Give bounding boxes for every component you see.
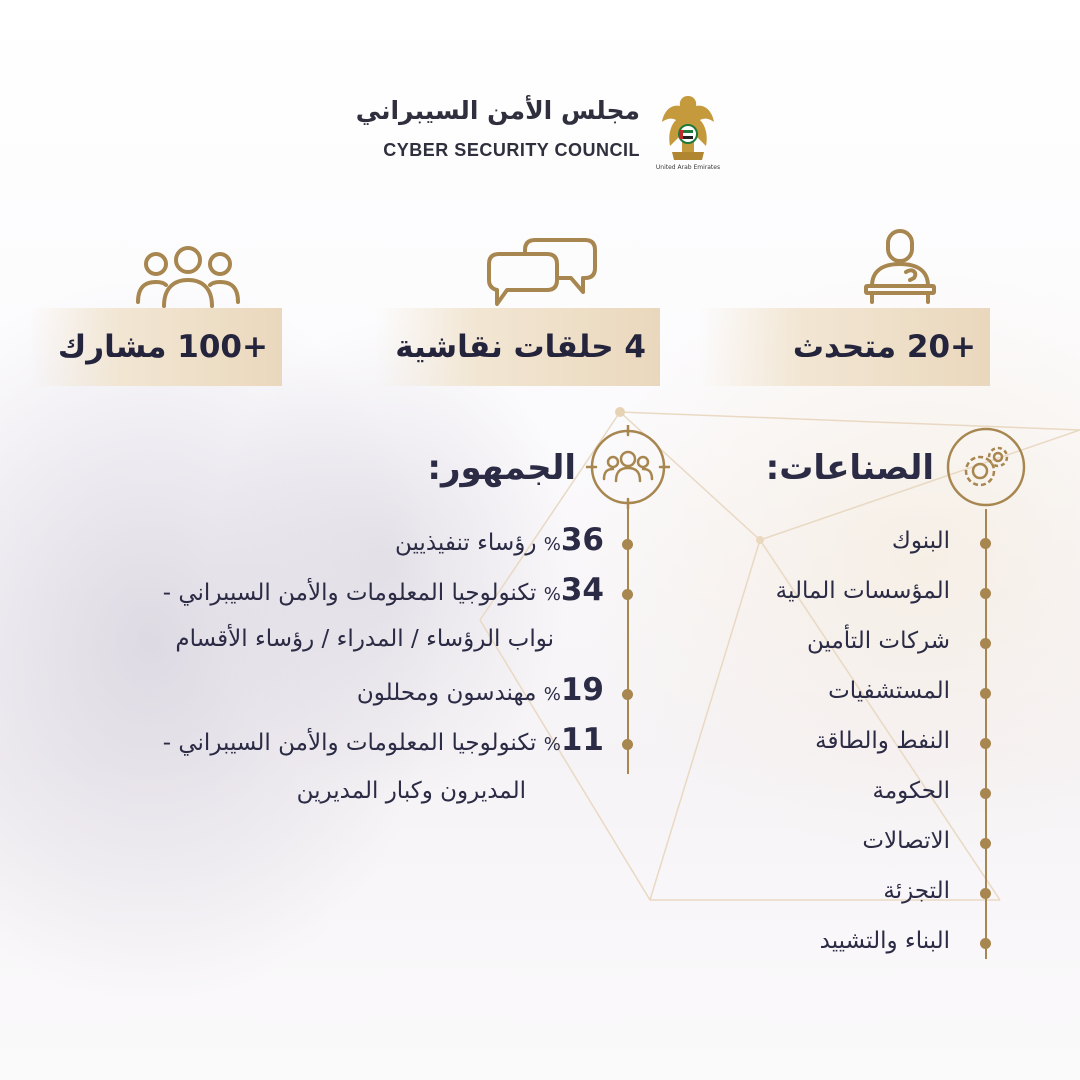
- industry-bullet: [980, 738, 991, 749]
- audience-title: الجمهور:: [427, 448, 576, 488]
- industry-item: النفط والطاقة: [815, 728, 950, 754]
- industry-item: المؤسسات المالية: [775, 578, 950, 604]
- speakers-stat: +20 متحدث: [700, 308, 990, 386]
- audience-item-engineers: [357, 672, 604, 708]
- audience-item-it-vp: [163, 572, 604, 608]
- industry-bullet: [980, 888, 991, 899]
- audience-bullet: [622, 689, 633, 700]
- industry-bullet: [980, 838, 991, 849]
- industry-bullet: [980, 538, 991, 549]
- industries-title: الصناعات:: [765, 448, 934, 488]
- industry-item: البنوك: [891, 528, 950, 554]
- panel-discussions-stat: 4 حلقات نقاشية: [376, 308, 660, 386]
- audience-percent-value: 11: [560, 722, 604, 758]
- chat-bubbles-icon: [485, 236, 600, 310]
- audience-bullet: [622, 739, 633, 750]
- percent-sign: %: [543, 734, 561, 755]
- audience-item-text: مهندسون ومحللون: [356, 680, 537, 706]
- emblem-caption: United Arab Emirates: [655, 164, 721, 171]
- audience-bullet: [622, 589, 633, 600]
- audience-percent-value: 36: [560, 522, 604, 558]
- group-people-icon: [134, 244, 242, 310]
- audience-item-text: رؤساء تنفيذيين: [394, 530, 537, 556]
- industry-bullet: [980, 938, 991, 949]
- industry-bullet: [980, 638, 991, 649]
- audience-percent-value: 34: [560, 572, 604, 608]
- audience-target-icon: [586, 425, 670, 509]
- audience-item-text: تكنولوجيا المعلومات والأمن السيبراني -: [162, 730, 537, 756]
- audience-item-it-managers: [163, 722, 604, 758]
- industry-bullet: [980, 788, 991, 799]
- industry-item: الحكومة: [872, 778, 950, 804]
- percent-sign: %: [543, 584, 561, 605]
- audience-item-ceo: [395, 522, 604, 558]
- audience-item-continuation: المديرون وكبار المديرين: [296, 778, 526, 804]
- audience-item-continuation: نواب الرؤساء / المدراء / رؤساء الأقسام: [175, 626, 554, 652]
- percent-sign: %: [543, 534, 561, 555]
- industry-item: الاتصالات: [862, 828, 950, 854]
- council-name-arabic: مجلس الأمن السيبراني: [355, 96, 640, 125]
- gears-icon: [944, 425, 1028, 509]
- industry-bullet: [980, 588, 991, 599]
- uae-emblem-icon: [658, 92, 718, 164]
- industry-item: التجزئة: [883, 878, 950, 904]
- industry-item: المستشفيات: [828, 678, 950, 704]
- audience-bullet: [622, 539, 633, 550]
- industry-bullet: [980, 688, 991, 699]
- speaker-at-podium-icon: [858, 226, 942, 308]
- audience-percent-value: 19: [560, 672, 604, 708]
- participants-stat: +100 مشارك: [30, 308, 282, 386]
- audience-item-text: تكنولوجيا المعلومات والأمن السيبراني -: [162, 580, 537, 606]
- council-name-english: CYBER SECURITY COUNCIL: [383, 140, 640, 160]
- industry-item: البناء والتشييد: [819, 928, 950, 954]
- percent-sign: %: [543, 684, 561, 705]
- industry-item: شركات التأمين: [807, 628, 950, 654]
